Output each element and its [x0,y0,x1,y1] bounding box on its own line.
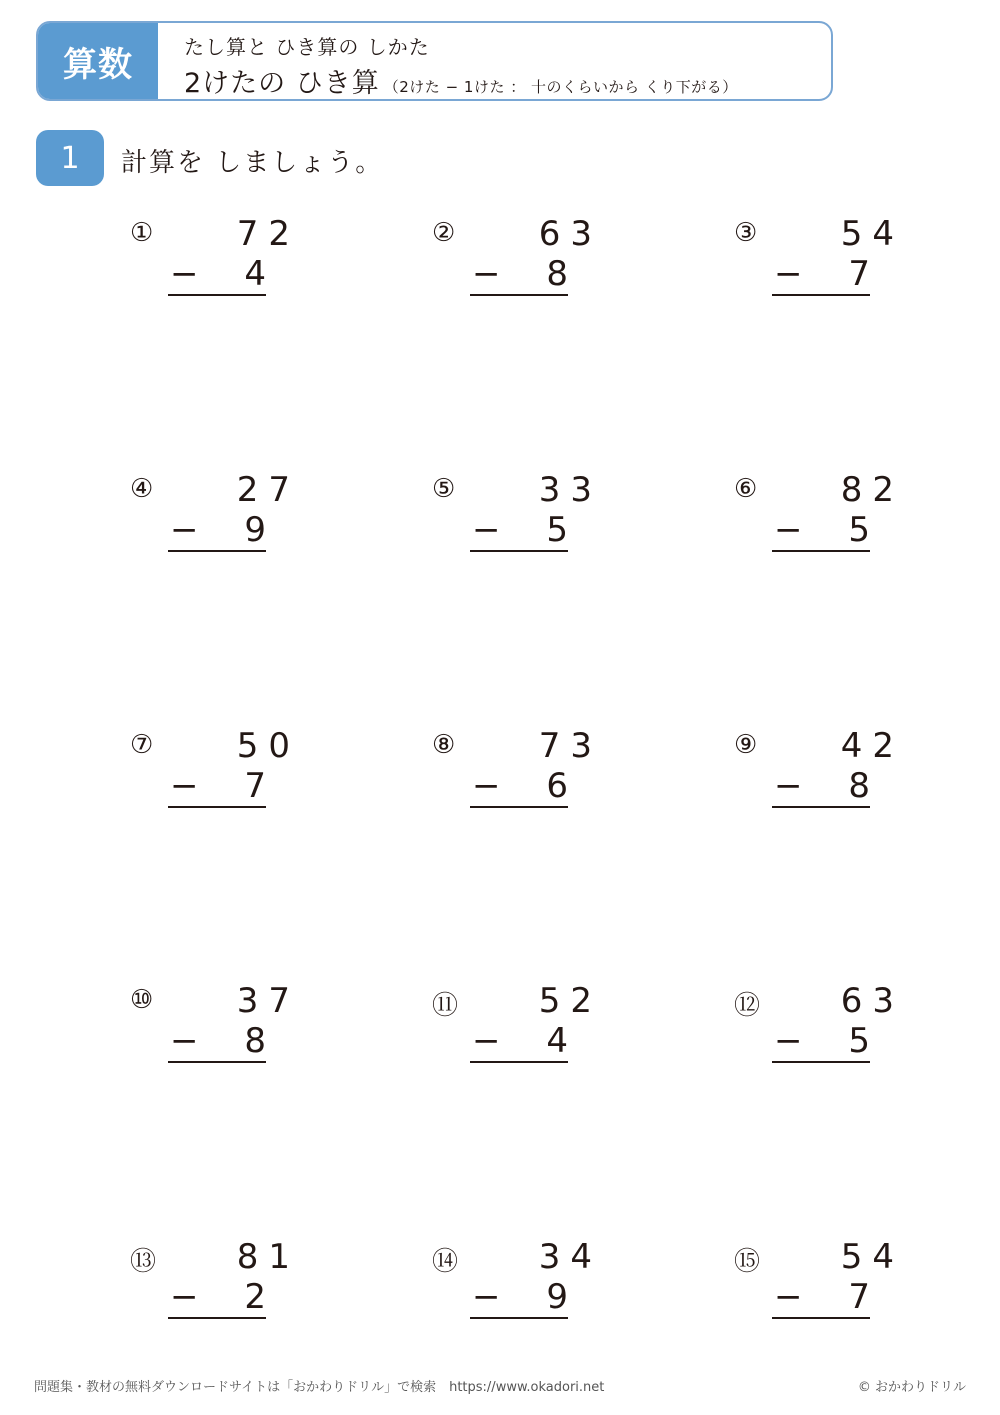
subtrahend-row [772,254,870,294]
subtrahend-row [470,1021,568,1061]
answer-line [168,294,266,296]
answer-line [470,294,568,296]
minus-sign: − [774,254,803,294]
answer-line [470,806,568,808]
minuend: 54 [840,214,904,254]
subtrahend-row [168,1277,266,1317]
minus-sign: − [472,254,501,294]
answer-line [470,550,568,552]
problem-number: ⑮ [734,1247,761,1277]
answer-line [168,1317,266,1319]
subtrahend-row [470,1277,568,1317]
minuend: 27 [236,470,300,510]
minus-sign: − [774,766,803,806]
problem-10 [130,981,300,1071]
problem-number: ⑧ [432,730,456,760]
problem-number: ④ [130,474,154,504]
subtrahend-row [772,1021,870,1061]
subtrahend: 5 [546,510,568,550]
subtrahend: 4 [244,254,266,294]
minus-sign: − [774,1277,803,1317]
subtrahend: 5 [848,1021,870,1061]
subtrahend: 7 [848,1277,870,1317]
minus-sign: − [472,510,501,550]
footer-right: © おかわりドリル [857,1380,966,1395]
problem-3 [734,214,904,304]
problem-number: ⑦ [130,730,154,760]
series-title: たし算と ひき算の しかた [184,35,430,59]
problem-number: ③ [734,218,758,248]
subtrahend: 9 [244,510,266,550]
minus-sign: − [774,1021,803,1061]
minuend: 54 [840,1237,904,1277]
subtrahend: 8 [244,1021,266,1061]
problem-4 [130,470,300,560]
problem-15 [734,1237,904,1327]
header-box [36,21,833,101]
problem-number: ⑭ [432,1247,459,1277]
minus-sign: − [170,510,199,550]
problem-11 [432,981,602,1071]
question-number-badge: 1 [36,130,104,186]
subtrahend: 6 [546,766,568,806]
minus-sign: − [170,1277,199,1317]
minuend: 52 [538,981,602,1021]
answer-line [470,1061,568,1063]
subtrahend: 9 [546,1277,568,1317]
subtrahend-row [470,510,568,550]
subtrahend: 4 [546,1021,568,1061]
minus-sign: − [472,1021,501,1061]
minuend: 73 [538,726,602,766]
subtrahend-row [168,1021,266,1061]
subtrahend-row [470,766,568,806]
footer-left: 問題集・教材の無料ダウンロードサイトは「おかわりドリル」で検索 https://www.okadori.net [34,1380,605,1395]
subtrahend: 7 [848,254,870,294]
minus-sign: − [170,766,199,806]
answer-line [772,550,870,552]
problem-number: ⑩ [130,985,154,1015]
answer-line [772,294,870,296]
subtrahend: 8 [848,766,870,806]
problem-number: ⑤ [432,474,456,504]
minuend: 34 [538,1237,602,1277]
minus-sign: − [170,254,199,294]
problem-number: ⑨ [734,730,758,760]
minuend: 33 [538,470,602,510]
subject-badge: 算数 [38,23,158,99]
subtrahend-row [772,1277,870,1317]
problem-2 [432,214,602,304]
problem-8 [432,726,602,816]
problem-number: ⑫ [734,991,761,1021]
answer-line [772,1317,870,1319]
subtrahend-row [470,254,568,294]
minuend: 81 [236,1237,300,1277]
minus-sign: − [774,510,803,550]
problem-7 [130,726,300,816]
instruction: 計算を しましょう。 [121,148,384,178]
problem-number: ① [130,218,154,248]
subtrahend-row [772,510,870,550]
minuend: 50 [236,726,300,766]
main-title-text: 2けたの ひき算 [184,68,380,99]
minus-sign: − [472,1277,501,1317]
problem-5 [432,470,602,560]
minuend: 42 [840,726,904,766]
problem-1 [130,214,300,304]
subtrahend-row [168,766,266,806]
subtrahend: 8 [546,254,568,294]
answer-line [168,550,266,552]
answer-line [470,1317,568,1319]
problem-number: ② [432,218,456,248]
minus-sign: − [472,766,501,806]
problem-13 [130,1237,300,1327]
answer-line [772,1061,870,1063]
minuend: 72 [236,214,300,254]
subtrahend: 2 [244,1277,266,1317]
minuend: 63 [840,981,904,1021]
subtrahend-row [168,254,266,294]
minuend: 63 [538,214,602,254]
problem-number: ⑪ [432,991,459,1021]
subtrahend: 5 [848,510,870,550]
subtrahend: 7 [244,766,266,806]
subtrahend-row [772,766,870,806]
minuend: 37 [236,981,300,1021]
minus-sign: − [170,1021,199,1061]
subtitle: （2けた − 1けた ： 十のくらいから くり下がる） [383,78,738,96]
problem-12 [734,981,904,1071]
answer-line [772,806,870,808]
subtrahend-row [168,510,266,550]
main-title [184,61,738,100]
problem-number: ⑥ [734,474,758,504]
answer-line [168,806,266,808]
problem-14 [432,1237,602,1327]
problem-number: ⑬ [130,1247,157,1277]
answer-line [168,1061,266,1063]
problem-9 [734,726,904,816]
problem-6 [734,470,904,560]
minuend: 82 [840,470,904,510]
